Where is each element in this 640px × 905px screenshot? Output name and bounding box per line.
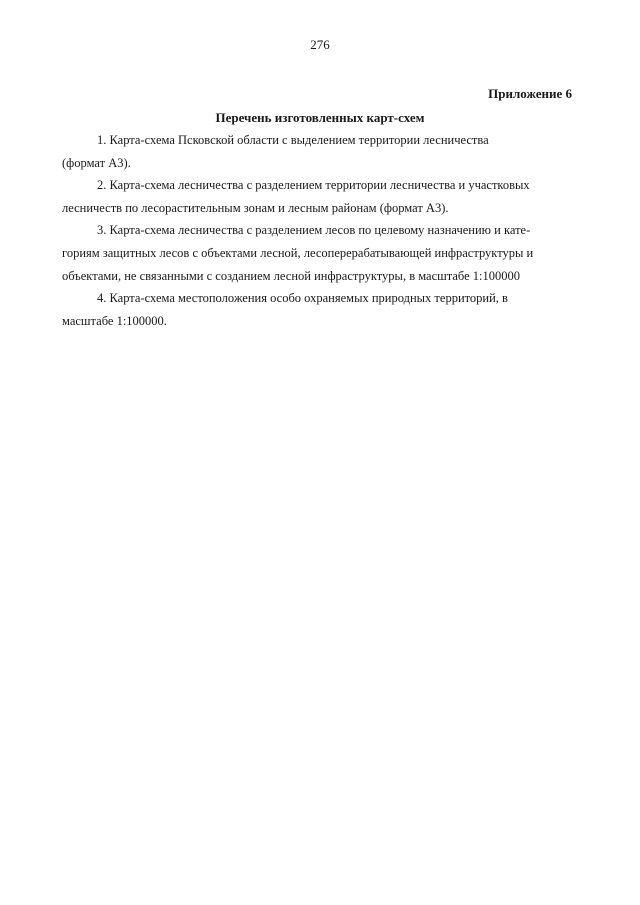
list-item-4 [62, 287, 572, 332]
list-item-1 [62, 129, 572, 174]
list-item-line: объектами, не связанными с созданием лесной инфраструктуры, в масштабе 1:100000 [62, 268, 521, 283]
list-item-line: 1. Карта-схема Псковской области с выделением территории лесничества [97, 133, 489, 147]
list-item-line: 2. Карта-схема лесничества с разделением территории лесничества и участковых [97, 178, 530, 193]
appendix-label: Приложение 6 [488, 86, 572, 101]
list-item-line: 4. Карта-схема местоположения особо охраняемых природных территорий, в [97, 291, 508, 306]
page-number: 276 [310, 37, 330, 52]
list-item-line: гориям защитных лесов с объектами лесной, лесоперерабатывающей инфраструктуры и [62, 245, 534, 260]
list-item-line: 3. Карта-схема лесничества с разделением лесов по целевому назначению и кате- [97, 223, 531, 238]
list-item-3 [62, 219, 572, 287]
list-item-line: масштабе 1:100000. [62, 313, 167, 328]
list-title: Перечень изготовленных карт-схем [215, 110, 425, 125]
list-item-2 [62, 174, 572, 219]
list-item-line: (формат А3). [62, 155, 131, 170]
map-scheme-list [62, 129, 572, 332]
list-item-line: лесничеств по лесорастительным зонам и лесным районам (формат А3). [62, 200, 449, 215]
